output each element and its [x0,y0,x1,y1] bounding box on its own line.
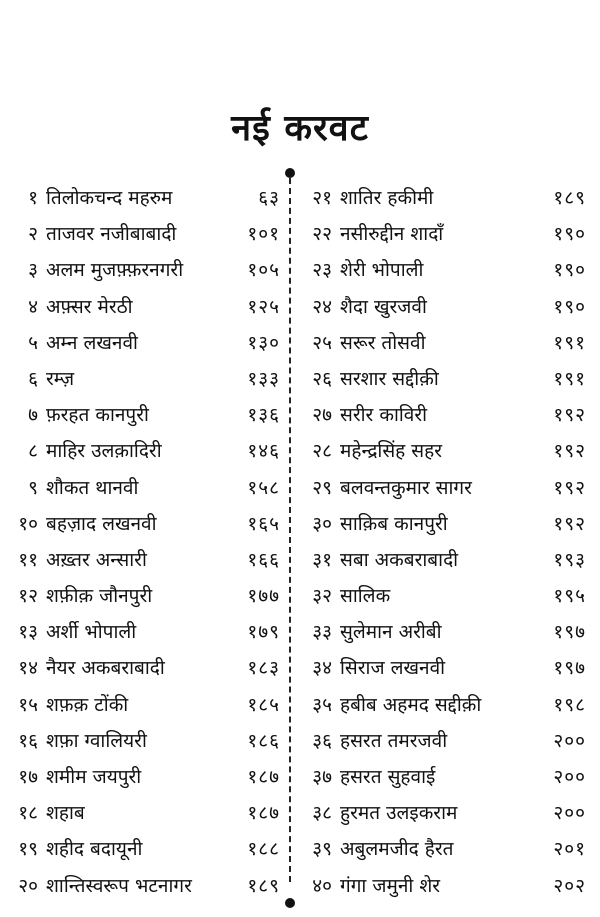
contents-entry [8,506,280,542]
entry-number: ३२ [312,585,332,608]
contents-entry [8,252,280,288]
entry-number: २२ [312,223,332,246]
entry-page-number: १३६ [247,404,280,427]
contents-entry [302,687,586,723]
entry-poet-name: हसरत सुहवाई [340,766,436,788]
contents-entry [8,578,280,614]
entry-page-number: १९३ [553,548,586,571]
contents-entry [302,433,586,469]
contents-entry [302,795,586,831]
entry-poet-name: सरशार सद्दीक़ी [340,367,439,390]
entry-number: ३८ [312,802,332,825]
contents-entry [8,723,280,759]
contents-right-column [302,180,586,904]
entry-poet-name: शहीद बदायूनी [46,838,143,861]
contents-entry [8,687,280,723]
entry-page-number: २०२ [553,874,586,897]
entry-poet-name: बहज़ाद लखनवी [46,512,157,535]
entry-poet-name: शमीम जयपुरी [46,766,142,788]
entry-page-number: १९५ [553,585,586,608]
entry-page-number: १०१ [247,223,280,246]
contents-entry [302,542,586,578]
entry-poet-name: रम्ज़ [46,367,75,390]
contents-entry [302,831,586,867]
entry-page-number: १३३ [247,367,280,390]
column-divider [289,178,291,882]
entry-number: ३६ [312,729,332,752]
entry-poet-name: शौकत थानवी [46,476,139,499]
entry-poet-name: सरीर काविरी [340,404,428,427]
entry-number: १५ [18,693,38,716]
entry-number: ३७ [312,766,332,788]
contents-entry [302,506,586,542]
entry-poet-name: सुलेमान अरीबी [340,621,442,644]
entry-poet-name: अर्शी भोपाली [46,621,137,644]
contents-entry [8,216,280,252]
entry-number: २५ [312,331,332,354]
entry-page-number: १९२ [553,476,586,499]
entry-poet-name: महेन्द्रसिंह सहर [340,440,443,463]
entry-page-number: १४६ [247,440,280,463]
contents-entry [302,252,586,288]
entry-number: २९ [312,476,332,499]
entry-poet-name: गंगा जमुनी शेर [340,874,441,897]
contents-entry [302,180,586,216]
contents-entry [302,759,586,795]
entry-page-number: १९७ [553,657,586,680]
entry-page-number: १८९ [247,874,280,897]
contents-entry [8,795,280,831]
entry-poet-name: नसीरुद्दीन शादाँ [340,223,444,246]
entry-number: ८ [28,440,38,463]
entry-page-number: १९० [553,223,586,246]
contents-entry [302,614,586,650]
page-title: नई करवट [231,108,369,149]
entry-poet-name: सालिक [340,585,391,608]
entry-number: १८ [18,802,38,825]
entry-page-number: १९२ [553,512,586,535]
divider-top-dot [285,168,295,178]
contents-entry [8,759,280,795]
contents-entry [302,470,586,506]
entry-page-number: १८९ [553,187,586,209]
entry-page-number: १६६ [247,548,280,571]
entry-page-number: १८६ [247,729,280,752]
entry-poet-name: सिराज लखनवी [340,657,446,680]
entry-page-number: १८७ [247,802,280,825]
entry-poet-name: अफ़्सर मेरठी [46,295,133,318]
contents-entry [302,289,586,325]
entry-poet-name: हबीब अहमद सद्दीक़ी [340,693,482,716]
entry-poet-name: अख़्तर अन्सारी [46,548,147,571]
entry-page-number: १९१ [553,331,586,354]
entry-poet-name: तिलोकचन्द महरुम [46,187,173,209]
entry-poet-name: सबा अकबराबादी [340,548,459,571]
entry-number: १९ [18,838,38,861]
entry-page-number: १६५ [247,512,280,535]
entry-page-number: १९० [553,295,586,318]
entry-number: ५ [28,331,38,354]
entry-number: २ [28,223,38,246]
contents-entry [8,361,280,397]
entry-number: १२ [18,585,38,608]
entry-poet-name: हुरमत उलइकराम [340,802,458,825]
entry-number: ४० [312,874,332,897]
entry-page-number: १५८ [247,476,280,499]
entry-number: ३ [28,259,38,282]
entry-poet-name: अबुलमजीद हैरत [340,838,454,861]
contents-entry [8,470,280,506]
entry-number: २८ [312,440,332,463]
entry-poet-name: शफ़क़ टोंकी [46,693,129,716]
entry-poet-name: शफ़ीक़ जौनपुरी [46,585,153,608]
entry-page-number: ६३ [258,187,280,209]
entry-poet-name: शैदा खुरजवी [340,295,427,318]
contents-entry [8,831,280,867]
entry-poet-name: सरूर तोसवी [340,331,426,354]
divider-bottom-dot [285,898,295,908]
entry-poet-name: शहाब [46,802,85,825]
entry-poet-name: अम्न लखनवी [46,331,138,354]
entry-page-number: १९० [553,259,586,282]
entry-poet-name: अलम मुजफ़्फ़रनगरी [46,259,184,282]
entry-page-number: २०१ [553,838,586,861]
contents-entry [8,289,280,325]
contents-entry [8,650,280,686]
entry-number: ३९ [312,838,332,861]
entry-number: १ [28,187,38,209]
entry-page-number: १३० [247,331,280,354]
entry-poet-name: शान्तिस्वरूप भटनागर [46,874,192,897]
entry-page-number: २०० [553,802,586,825]
entry-page-number: २०० [553,766,586,788]
contents-entry [302,216,586,252]
entry-number: १६ [18,729,38,752]
entry-page-number: १९१ [553,367,586,390]
entry-poet-name: शेरी भोपाली [340,259,424,282]
entry-page-number: १८८ [247,838,280,861]
contents-entry [8,614,280,650]
contents-entry [302,361,586,397]
entry-number: १३ [18,621,38,644]
entry-number: १७ [18,766,38,788]
entry-poet-name: शातिर हकीमी [340,187,434,209]
entry-number: ७ [28,404,38,427]
entry-poet-name: नैयर अकबराबादी [46,657,165,680]
entry-page-number: १७९ [247,621,280,644]
contents-entry [8,868,280,904]
contents-entry [8,542,280,578]
entry-poet-name: फ़रहत कानपुरी [46,404,149,427]
entry-number: ११ [18,548,38,571]
contents-entry [302,868,586,904]
contents-entry [8,325,280,361]
contents-entry [302,723,586,759]
entry-poet-name: हसरत तमरजवी [340,729,448,752]
entry-number: ९ [28,476,38,499]
entry-poet-name: बलवन्तकुमार सागर [340,476,472,499]
entry-page-number: १०५ [247,259,280,282]
entry-number: २० [18,874,38,897]
entry-number: ६ [28,367,38,390]
entry-number: ३३ [312,621,332,644]
contents-left-column [8,180,280,904]
entry-number: ३५ [312,693,332,716]
entry-number: ३० [312,512,332,535]
entry-poet-name: माहिर उलक़ादिरी [46,440,162,463]
entry-number: २३ [312,259,332,282]
contents-entry [8,397,280,433]
entry-page-number: १२५ [247,295,280,318]
contents-entry [8,180,280,216]
contents-entry [302,578,586,614]
entry-number: ३१ [312,548,332,571]
contents-entry [302,650,586,686]
entry-number: १४ [18,657,38,680]
entry-number: ४ [28,295,38,318]
entry-page-number: १९७ [553,621,586,644]
entry-page-number: १८३ [247,657,280,680]
entry-poet-name: साक़िब कानपुरी [340,512,448,535]
entry-page-number: १७७ [247,585,280,608]
entry-page-number: १९८ [553,693,586,716]
entry-page-number: २०० [553,729,586,752]
contents-entry [302,397,586,433]
entry-number: २४ [312,295,332,318]
entry-number: १० [18,512,38,535]
entry-number: ३४ [312,657,332,680]
entry-number: २६ [312,367,332,390]
entry-page-number: १८७ [247,766,280,788]
entry-poet-name: शफ़ा ग्वालियरी [46,729,147,752]
entry-number: २७ [312,404,332,427]
entry-page-number: १८५ [247,693,280,716]
entry-number: २१ [312,187,332,209]
entry-page-number: १९२ [553,404,586,427]
entry-poet-name: ताजवर नजीबाबादी [46,223,177,246]
entry-page-number: १९२ [553,440,586,463]
contents-entry [8,433,280,469]
contents-entry [302,325,586,361]
